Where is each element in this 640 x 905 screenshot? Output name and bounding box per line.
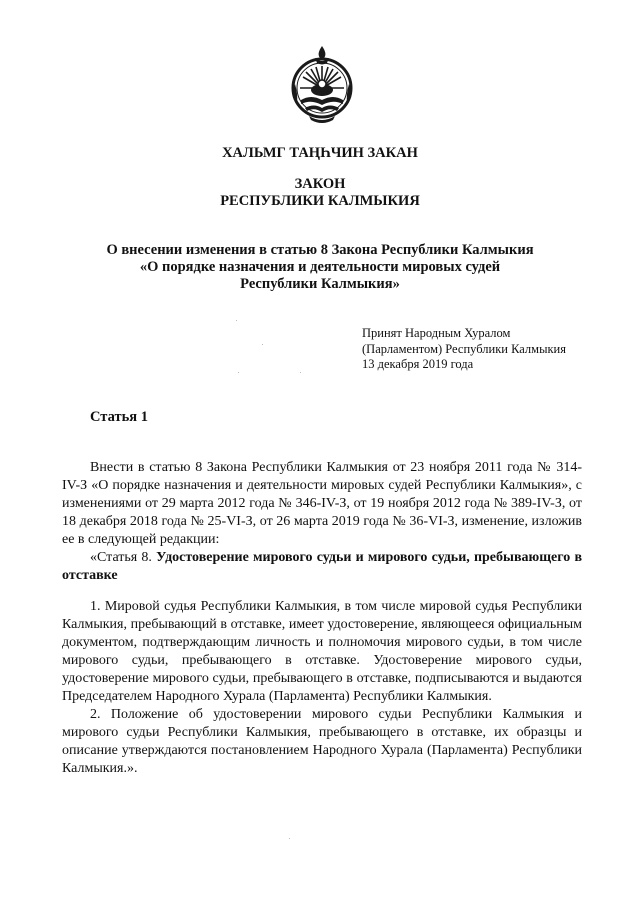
point-1: 1. Мировой судья Республики Калмыкия, в том числе мировой судья Республики Калмыкия, пребывающий в отставке, имеет удостоверение, являющееся официальным документом, подтверждающим личность и полномочия мирового судьи, в том числе мирового судьи, пребывающего в отставке. Удостоверение мирового судьи, удостоверение мирового судьи, пребывающего в отставке, подписываются и выдаются Председателем Народного Хурала (Парламента) Республики Калмыкия.: [62, 599, 582, 704]
article-intro: Внести в статью 8 Закона Республики Калмыкия от 23 ноября 2011 года № 314-IV-З «О порядке назначения и деятельности мировых судей Республики Калмыкия», с изменениями от 29 марта 2012 года № 346-IV-З, от 19 ноября 2012 года № 389-IV-З, от 18 декабря 2018 года № 25-VI-З, от 26 марта 2019 года № 36-VI-З, изменение, изложив ее в следующей редакции:: [62, 460, 582, 547]
law-title-line-3: Республики Калмыкия»: [240, 276, 400, 292]
adoption-line-1: Принят Народным Хуралом: [362, 326, 511, 340]
new-article-title: Удостоверение мирового судьи и мирового судьи, пребывающего в отставке: [62, 550, 583, 583]
law-label: ЗАКОН: [294, 176, 346, 192]
adoption-block: [362, 326, 566, 373]
adoption-line-3: 13 декабря 2019 года: [362, 357, 474, 371]
kalmyk-title: ХАЛЬМГ ТАҢҺЧИН ЗАКАН: [222, 145, 418, 161]
kalmykia-coat-of-arms-icon: [289, 44, 355, 126]
scan-speck: [236, 320, 237, 321]
scan-speck: [238, 372, 239, 373]
scan-speck: [300, 372, 301, 373]
law-title-line-2: «О порядке назначения и деятельности мировых судей: [139, 259, 501, 275]
adoption-line-2: (Парламентом) Республики Калмыкия: [362, 341, 566, 356]
law-title-line-1: О внесении изменения в статью 8 Закона Республики Калмыкия: [106, 242, 534, 258]
republic-title: РЕСПУБЛИКИ КАЛМЫКИЯ: [220, 193, 420, 209]
point-2: 2. Положение об удостоверении мирового судьи Республики Калмыкия и мирового судьи Республики Калмыкия, пребывающего в отставке, их образцы и описание утверждаются постановлением Народного Хурала (Парламента) Республики Калмыкия.».: [62, 707, 582, 776]
new-article-heading: [62, 549, 582, 585]
scan-speck: [262, 344, 263, 345]
article-points: [62, 598, 582, 778]
new-article-prefix: «Статья 8.: [90, 550, 152, 565]
scan-speck: [289, 838, 290, 839]
article-body: [62, 459, 582, 585]
article-heading: Статья 1: [90, 409, 148, 425]
